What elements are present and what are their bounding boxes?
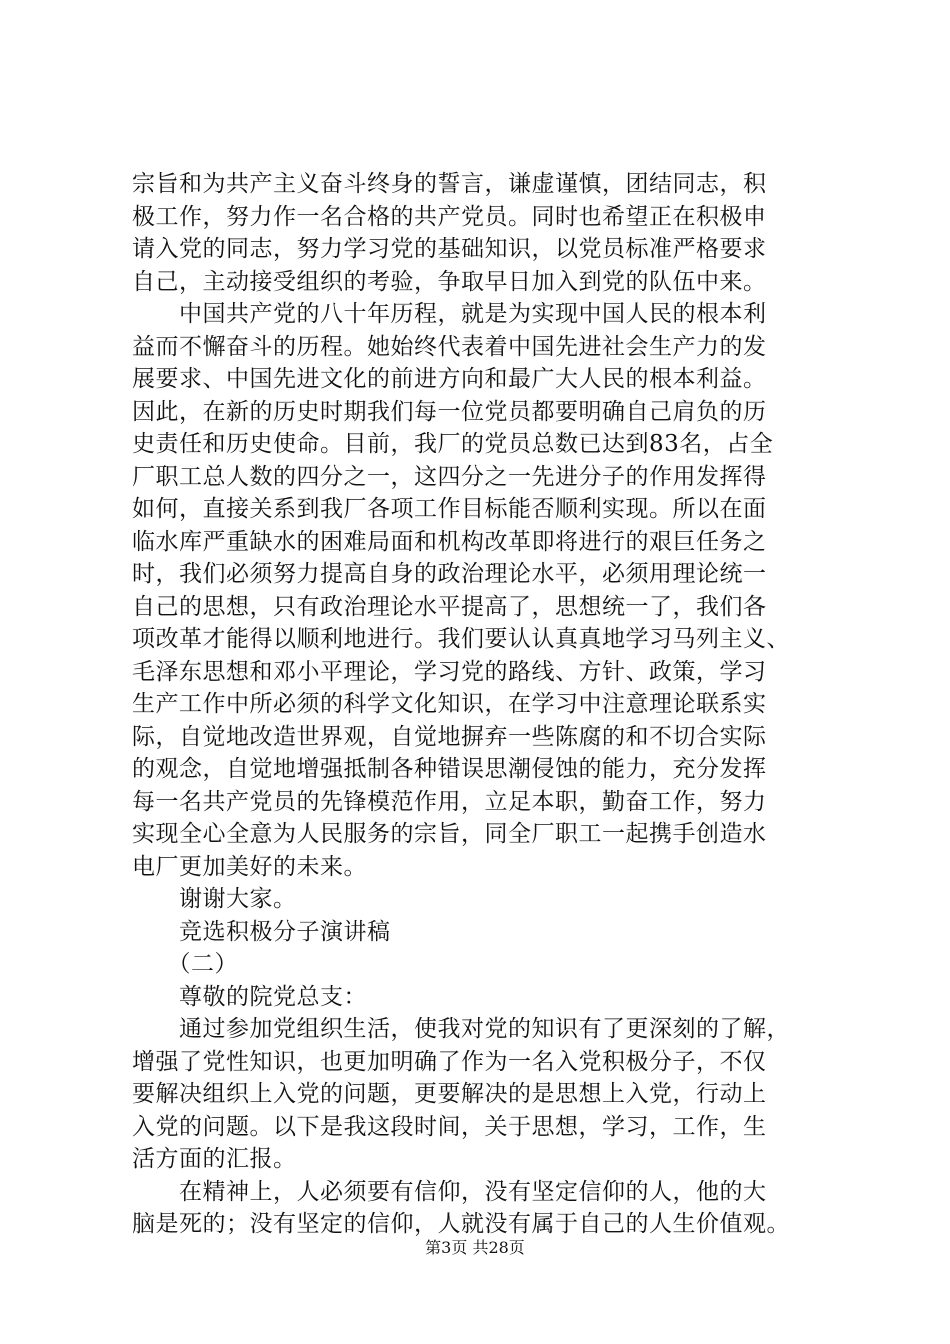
text-line: 的观念，自觉地增强抵制各种错误思潮侵蚀的能力，充分发挥 — [132, 756, 767, 782]
text-line: 请入党的同志，努力学习党的基础知识，以党员标准严格要求 — [132, 236, 767, 262]
text-line: 实现全心全意为人民服务的宗旨，同全厂职工一起携手创造水 — [132, 821, 767, 847]
text-line: 时，我们必须努力提高自身的政治理论水平，必须用理论统一 — [132, 561, 767, 587]
text-line: 临水库严重缺水的困难局面和机构改革即将进行的艰巨任务之 — [132, 528, 767, 555]
text-line: 通过参加党组织生活，使我对党的知识有了更深刻的了解， — [132, 1016, 790, 1042]
text-line: 脑是死的；没有坚定的信仰，人就没有属于自己的人生价值观。 — [132, 1211, 790, 1237]
text-line: 谢谢大家。 — [132, 886, 297, 912]
text-line: 史责任和历史使命。目前，我厂的党员总数已达到83名，占全 — [132, 431, 774, 457]
text-line: 自己的思想，只有政治理论水平提高了，思想统一了，我们各 — [132, 593, 767, 620]
document-body — [132, 168, 832, 1241]
text-line: 每一名共产党员的先锋模范作用，立足本职，勤奋工作，努力 — [132, 788, 767, 815]
text-line: 增强了党性知识，也更加明确了作为一名入党积极分子，不仅 — [132, 1048, 767, 1075]
text-line: 竞选积极分子演讲稿 — [132, 918, 391, 945]
text-line: （二） — [132, 951, 238, 977]
text-line: 因此，在新的历史时期我们每一位党员都要明确自己肩负的历 — [132, 398, 767, 425]
text-line: 极工作，努力作一名合格的共产党员。同时也希望正在积极申 — [132, 203, 767, 230]
text-line: 展要求、中国先进文化的前进方向和最广大人民的根本利益。 — [132, 366, 767, 392]
text-line: 项改革才能得以顺利地进行。我们要认认真真地学习马列主义、 — [132, 626, 790, 652]
text-line: 益而不懈奋斗的历程。她始终代表着中国先进社会生产力的发 — [132, 333, 767, 360]
text-line: 厂职工总人数的四分之一，这四分之一先进分子的作用发挥得 — [132, 463, 767, 490]
text-line: 如何，直接关系到我厂各项工作目标能否顺利实现。所以在面 — [132, 496, 767, 522]
page-footer — [0, 1238, 950, 1258]
text-line: 在精神上，人必须要有信仰，没有坚定信仰的人，他的大 — [132, 1178, 767, 1205]
text-line: 尊敬的院党总支： — [132, 983, 367, 1010]
text-line: 中国共产党的八十年历程，就是为实现中国人民的根本利 — [132, 301, 767, 327]
text-line: 电厂更加美好的未来。 — [132, 853, 367, 880]
text-line: 际，自觉地改造世界观，自觉地摒弃一些陈腐的和不切合实际 — [132, 723, 767, 750]
text-line: 入党的问题。以下是我这段时间，关于思想，学习，工作，生 — [132, 1113, 767, 1140]
text-line: 要解决组织上入党的问题，更要解决的是思想上入党，行动上 — [132, 1081, 767, 1107]
text-line: 生产工作中所必须的科学文化知识，在学习中注意理论联系实 — [132, 691, 767, 717]
text-line: 活方面的汇报。 — [132, 1146, 297, 1172]
page-number: 第3页 共28页 — [425, 1238, 525, 1257]
text-line: 宗旨和为共产主义奋斗终身的誓言，谦虚谨慎，团结同志，积 — [132, 171, 767, 197]
text-line: 毛泽东思想和邓小平理论，学习党的路线、方针、政策，学习 — [132, 658, 767, 685]
text-line: 自己，主动接受组织的考验，争取早日加入到党的队伍中来。 — [132, 268, 767, 295]
